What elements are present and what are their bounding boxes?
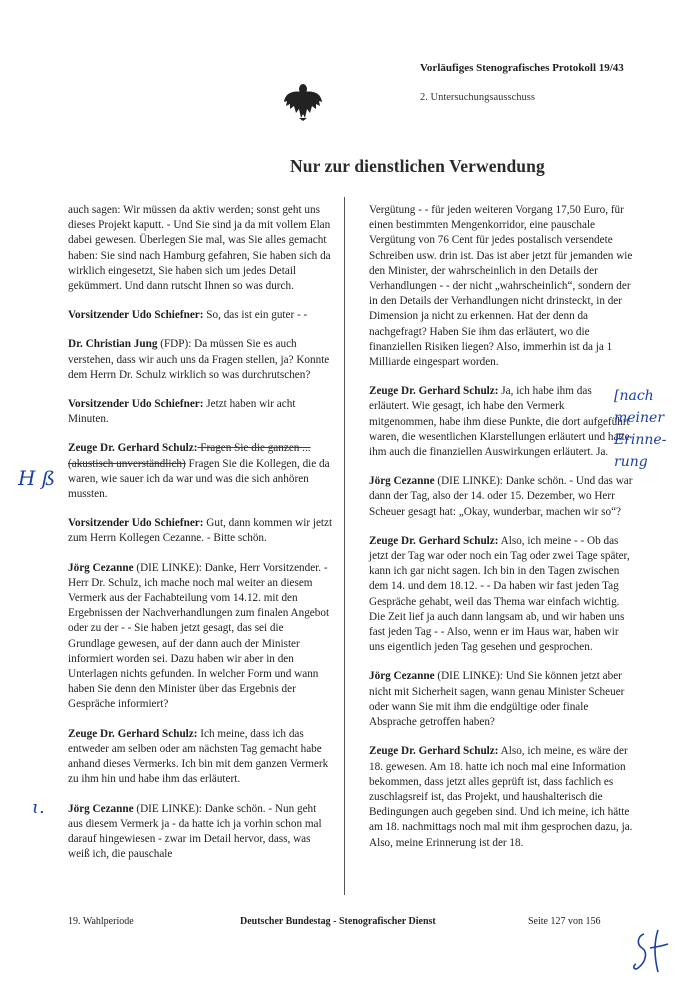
footer-period: 19. Wahlperiode	[68, 916, 134, 927]
speech-text: Gut, dann kommen wir jetzt zum Herrn Kollegen Cezanne. - Bitte schön.	[68, 517, 333, 545]
speaker-name: Zeuge Dr. Gerhard Schulz:	[369, 534, 499, 547]
speech-text: Danke schön. - Nun geht aus diesem Vermerk ja - da hatte ich ja vorhin schon mal darauf hingewiesen - zwar im Detail hervor, dass, was weiß ich, die pauschale	[68, 802, 322, 861]
paragraph	[68, 802, 333, 863]
paragraph	[369, 384, 634, 460]
paragraph	[68, 727, 333, 788]
paragraph	[369, 669, 634, 730]
paragraph	[369, 474, 634, 520]
speaker-name: Jörg Cezanne	[369, 475, 435, 488]
protocol-title: Vorläufiges Stenografisches Protokoll 19/43	[420, 62, 624, 74]
handwritten-margin-mark: H ß	[18, 466, 56, 490]
handwritten-margin-mark: ɩ.	[32, 797, 45, 818]
speaker-name: Zeuge Dr. Gerhard Schulz:	[68, 727, 198, 740]
paragraph: Vergütung - - für jeden weiteren Vorgang 17,50 Euro, für einen bestimmten Mengenkorridor, eine pauschale Vergütung von 76 Cent für jedes postalisch versendete Schreiben usw. drin ist. Das ist aber jetzt für jemanden wie den Minister, der wahrscheinlich in den Details der Verhandlungen - - der nicht „wahrscheinlich“, sondern der in den Details der Verhandlungen nicht drinsteckt, in der Dimension ja nicht zu erkennen. Hat der denn da nachgefragt? Haben Sie ihm das erläutert, wo die finanziellen Risiken liegen? Also, immerhin ist da ja 1 Milliarde eingespart worden.	[369, 204, 633, 369]
struck-text: Fragen Sie die ganzen ... (akustisch unverständlich)	[68, 442, 311, 470]
speaker-name: Vorsitzender Udo Schiefner:	[68, 517, 204, 530]
footer-page-number: Seite 127 von 156	[528, 916, 601, 927]
speaker-name: Vorsitzender Udo Schiefner:	[68, 398, 204, 411]
speaker-name: Zeuge Dr. Gerhard Schulz:	[369, 385, 499, 398]
handwritten-signature	[628, 926, 676, 976]
speaker-name: Zeuge Dr. Gerhard Schulz:	[68, 442, 198, 455]
footer-service: Deutscher Bundestag - Stenografischer Dienst	[240, 916, 436, 927]
paragraph	[68, 561, 333, 713]
handwritten-line: [nach	[614, 388, 654, 404]
paragraph: auch sagen: Wir müssen da aktiv werden; sonst geht uns dieses Projekt kaputt. - Und Sie sind ja da mit vollem Elan dabei gewesen. Überlegen Sie mal, was Sie alles gemacht haben: Sie sind nach Hamburg gefahren, Sie haben sich da wirklich eingesetzt, Sie haben sich um jedes Detail gekümmert. Und dann rutscht Ihnen so was durch.	[68, 204, 331, 293]
paragraph	[68, 516, 333, 546]
speech-text: Jetzt haben wir acht Minuten.	[68, 398, 296, 426]
committee-name: 2. Untersuchungsausschuss	[420, 92, 535, 103]
speaker-party: (DIE LINKE):	[133, 561, 202, 574]
speaker-name: Jörg Cezanne	[68, 561, 134, 574]
speaker-name: Jörg Cezanne	[369, 670, 435, 683]
speech-text: Also, ich meine - - Ob das jetzt der Tag war oder noch ein Tag oder zwei Tage später, kann ich gar nicht sagen. Ich bin in den Tagen zwischen dem 14. und dem 18.12. - - Da haben wir fast jeden Tag Gespräche gehabt, weil das Thema war einfach wichtig. Die Zeit lief ja auch dann langsam ab, und wir haben uns fast jeden Tag - - Also, wenn er im Haus war, haben wir uns eigentlich jeden Tag gesehen und gesprochen.	[369, 534, 630, 654]
right-column	[369, 203, 634, 865]
bundestag-eagle-icon	[283, 80, 323, 122]
speech-text: Danke schön. - Und das war dann der Tag, also der 14. oder 15. Dezember, wo Herr Scheuer gesagt hat: „Okay, wunderbar, machen wir so“?	[369, 475, 633, 518]
speech-text: Fragen Sie die Kollegen, die da waren, wie sauer ich da war und was die sich anhören mussten.	[68, 457, 330, 501]
column-divider	[344, 197, 345, 895]
speaker-party: (DIE LINKE):	[434, 670, 503, 683]
speaker-party: (DIE LINKE):	[133, 802, 202, 815]
speaker-name: Jörg Cezanne	[68, 802, 134, 815]
page-title: Nur zur dienstlichen Verwendung	[290, 156, 545, 176]
speech-text: Ja, ich habe ihm das erläutert. Wie gesagt, ich habe den Vermerk mitgenommen, habe ihm diese Punkte, die dort aufgeführt waren, die wesentlichen Klarstellungen erläutert und hatte ihm auch die finanziellen Auswirkungen erläutert. Ja.	[369, 385, 630, 459]
paragraph	[68, 397, 333, 427]
speech-text: Da müssen Sie es auch verstehen, dass wir auch uns da Fragen stellen, ja? Konnte dem Herrn Dr. Schulz wirklich so was durchrutschen?	[68, 338, 330, 381]
speech-text: Also, ich meine, es wäre der 18. gewesen. Am 18. hatte ich noch mal eine Information bekommen, dass jetzt alles geprüft ist, dass fachlich es zuschlagsreif ist, das Projekt, und haushalterisch die Bedingungen auch gegeben sind. Und ich meine, ich hätte am 18. nachmittags noch mal mit ihm gesprochen dazu, ja. Also, meine Erinnerung ist der 18.	[369, 745, 633, 849]
speaker-name: Zeuge Dr. Gerhard Schulz:	[369, 745, 499, 758]
speech-text: Danke, Herr Vorsitzender. - Herr Dr. Schulz, ich mache noch mal weiter an diesem Vermerk aus der Fachabteilung vom 14.12. mit den Ergebnissen der Nachverhandlungen zum finalen Angebot oder zu der - - Sie haben jetzt gesagt, das sei die Grundlage gewesen, auf der dann auch der Minister informiert worden sei. Dazu haben wir aber in den Unterlagen nichts gefunden. In welcher Form und wann haben Sie denn den Minister über das Ergebnis der Gespräche informiert?	[68, 561, 330, 711]
handwritten-line: Erinne-	[614, 432, 667, 448]
handwritten-line: meiner	[614, 410, 665, 426]
left-column	[68, 203, 333, 876]
speech-text: Ich meine, dass ich das entweder am selben oder am nächsten Tag gemacht habe anhand dieses Vermerks. Ich bin mit dem ganzen Vermerk zu ihm hin und habe ihm das erläutert.	[68, 727, 329, 786]
paragraph	[68, 337, 333, 383]
paragraph	[68, 441, 333, 502]
paragraph	[68, 308, 333, 323]
handwritten-line: rung	[614, 454, 648, 470]
speech-text: So, das ist ein guter - -	[203, 309, 308, 322]
handwritten-margin-note	[614, 385, 684, 473]
speaker-name: Dr. Christian Jung	[68, 338, 158, 351]
speech-text: Und Sie können jetzt aber nicht mit Sicherheit sagen, wann genau Minister Scheuer oder wann Sie mit ihm die endgültige oder finale Absprache getroffen haben?	[369, 670, 625, 729]
paragraph	[369, 534, 634, 656]
paragraph	[369, 744, 634, 850]
speaker-party: (DIE LINKE):	[434, 475, 503, 488]
speaker-party: (FDP):	[157, 338, 192, 351]
speaker-name: Vorsitzender Udo Schiefner:	[68, 309, 204, 322]
